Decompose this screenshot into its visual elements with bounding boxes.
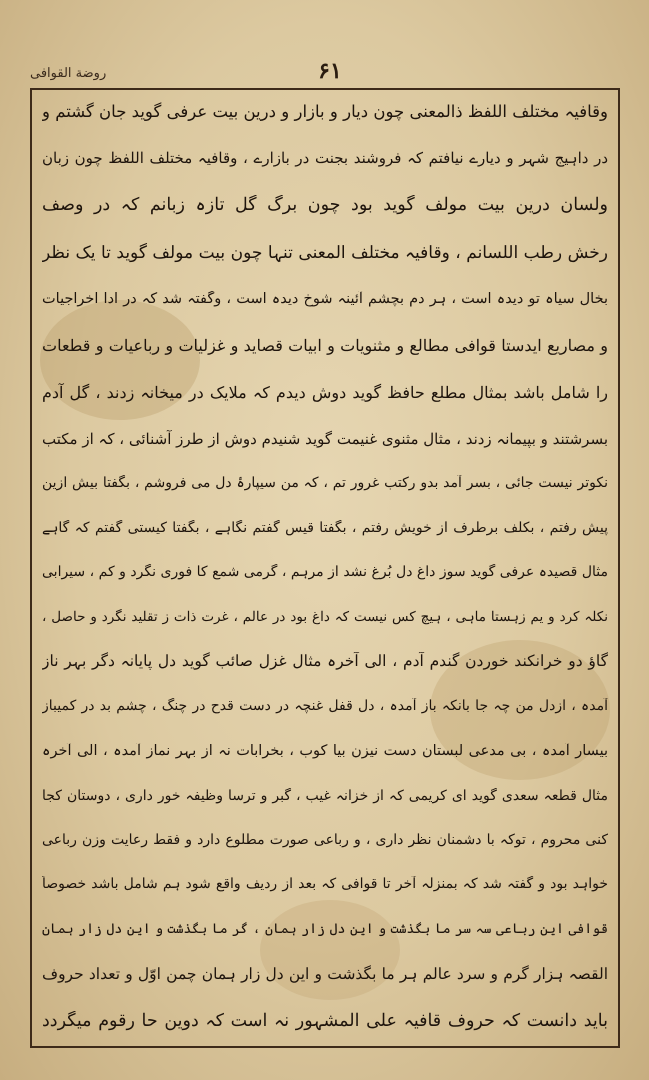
text-line: در داہیج شہر و دیارے نیافتم کہ فروشند بجنت در بازارے ، وقافیہ مختلف اللفظ چون زبان [42,149,608,168]
text-line: را شامل باشد بمثال مطلع حافظ گوید دوش دیدم کہ ملایک در میخانہ زدند ، گل آدم [42,383,608,403]
text-line: بسرشتند و بپیمانہ زدند ، مثال مثنوی غنیمت گوید شنیدم دوش از طرز آشنائی ، کہ از مکتب [42,429,608,448]
text-line: مثال قطعہ سعدی گوید ای کریمی کہ از خزانہ غیب ، گبر و ترسا وظیفہ خور داری ، دوستان کجا [42,787,608,804]
text-line: نکلہ کرد و یم زہستا ماہی ، ہیچ کس نیست کہ داغ بود در عالم ، غرت ذات ز تقلید نگرد و حاصل ، [42,608,608,625]
text-line: ولسان درین بیت مولف گوید بود چون برگ گل تازہ زبانم کہ در وصف [42,194,608,215]
text-line: و مصاریع ایدستا قوافی مطالع و مثنویات و ابیات قصاید و غزلیات و رباعیات و قطعات [42,336,608,356]
text-line: نکوتر نیست جائی ، بسر آمد بدو رکتب غرور تم ، کہ من سیپارۂ دل می فروشم ، بگفتا بیش ازین [42,475,608,492]
text-line: خواہد بود و گفتہ شد کہ بمنزلہ آخر تا قوافی کہ بعد از ردیف واقع شود ہم شامل باشد خصوصاً [42,876,608,893]
text-line: باید دانست کہ حروف قافیہ علی المشہور نہ است کہ دوین حا رقوم میگردد [42,1010,608,1031]
text-line: کنی محروم ، توکہ با دشمنان نظر داری ، و رباعی صورت مطلوع دارد و فقط رعایت وزن رباعی [42,832,608,849]
text-line: گاؤ دو خرانکند خوردن گندم آدم ، الی آخرہ مثال غزل صائب گوید دل پایانہ دگر بہر ناز [42,652,608,671]
page-number: ۶۱ [318,58,342,84]
page-header [30,58,620,88]
text-line: رخش رطب اللسانم ، وقافیہ مختلف المعنی تنہا چون بیت مولف گوید تا یک نظر [42,243,608,264]
running-title: روضة القوافی [30,66,107,81]
text-line: قوافی این رباعی سہ سر ما بگذشت و این دل زار ہمان ، گر ما بگذشت و این دل زار ہمان [42,920,608,937]
text-line: بیسار آمدہ ، بی مدعی لبستان دست نیزن بیا کوب ، بخرابات نہ از بہر نماز آمدہ ، الی آخرہ [42,742,608,759]
text-line: پیش رفتم ، بکلف برطرف از خویش رفتم ، بگفتا قیس گفتم نگاہے ، بگفتا کیستی گفتم کہ گاہے [42,519,608,536]
body-text [42,102,608,1032]
text-line: بخال سیاہ تو دیدہ است ، ہر دم بچشم آئینہ شوخ دیدہ است ، وگفتہ شد کہ در ادا اخراجیات [42,291,608,308]
text-line: آمدہ ، ازدل من چہ جا بانکہ باز آمدہ ، دل قفل غنچہ در دست قدح در چنگ ، چشم بد در کمیباز [42,698,608,715]
text-frame [30,88,620,1048]
text-line: وقافیہ مختلف اللفظ ذالمعنی چون دیار و بازار و درین بیت عرفی گوید جان گشتم و [42,102,608,121]
text-line: القصہ ہزار گرم و سرد عالم ہر ما بگذشت و این دل زار ہمان چمن اوّل و تعداد حروف [42,964,608,983]
text-line: مثال قصیدہ عرفی گوید سوز داغ دل بُرغ نشد از مرہم ، گرمی شمع کا فوری نگرد و کم ، سیرابی [42,564,608,581]
